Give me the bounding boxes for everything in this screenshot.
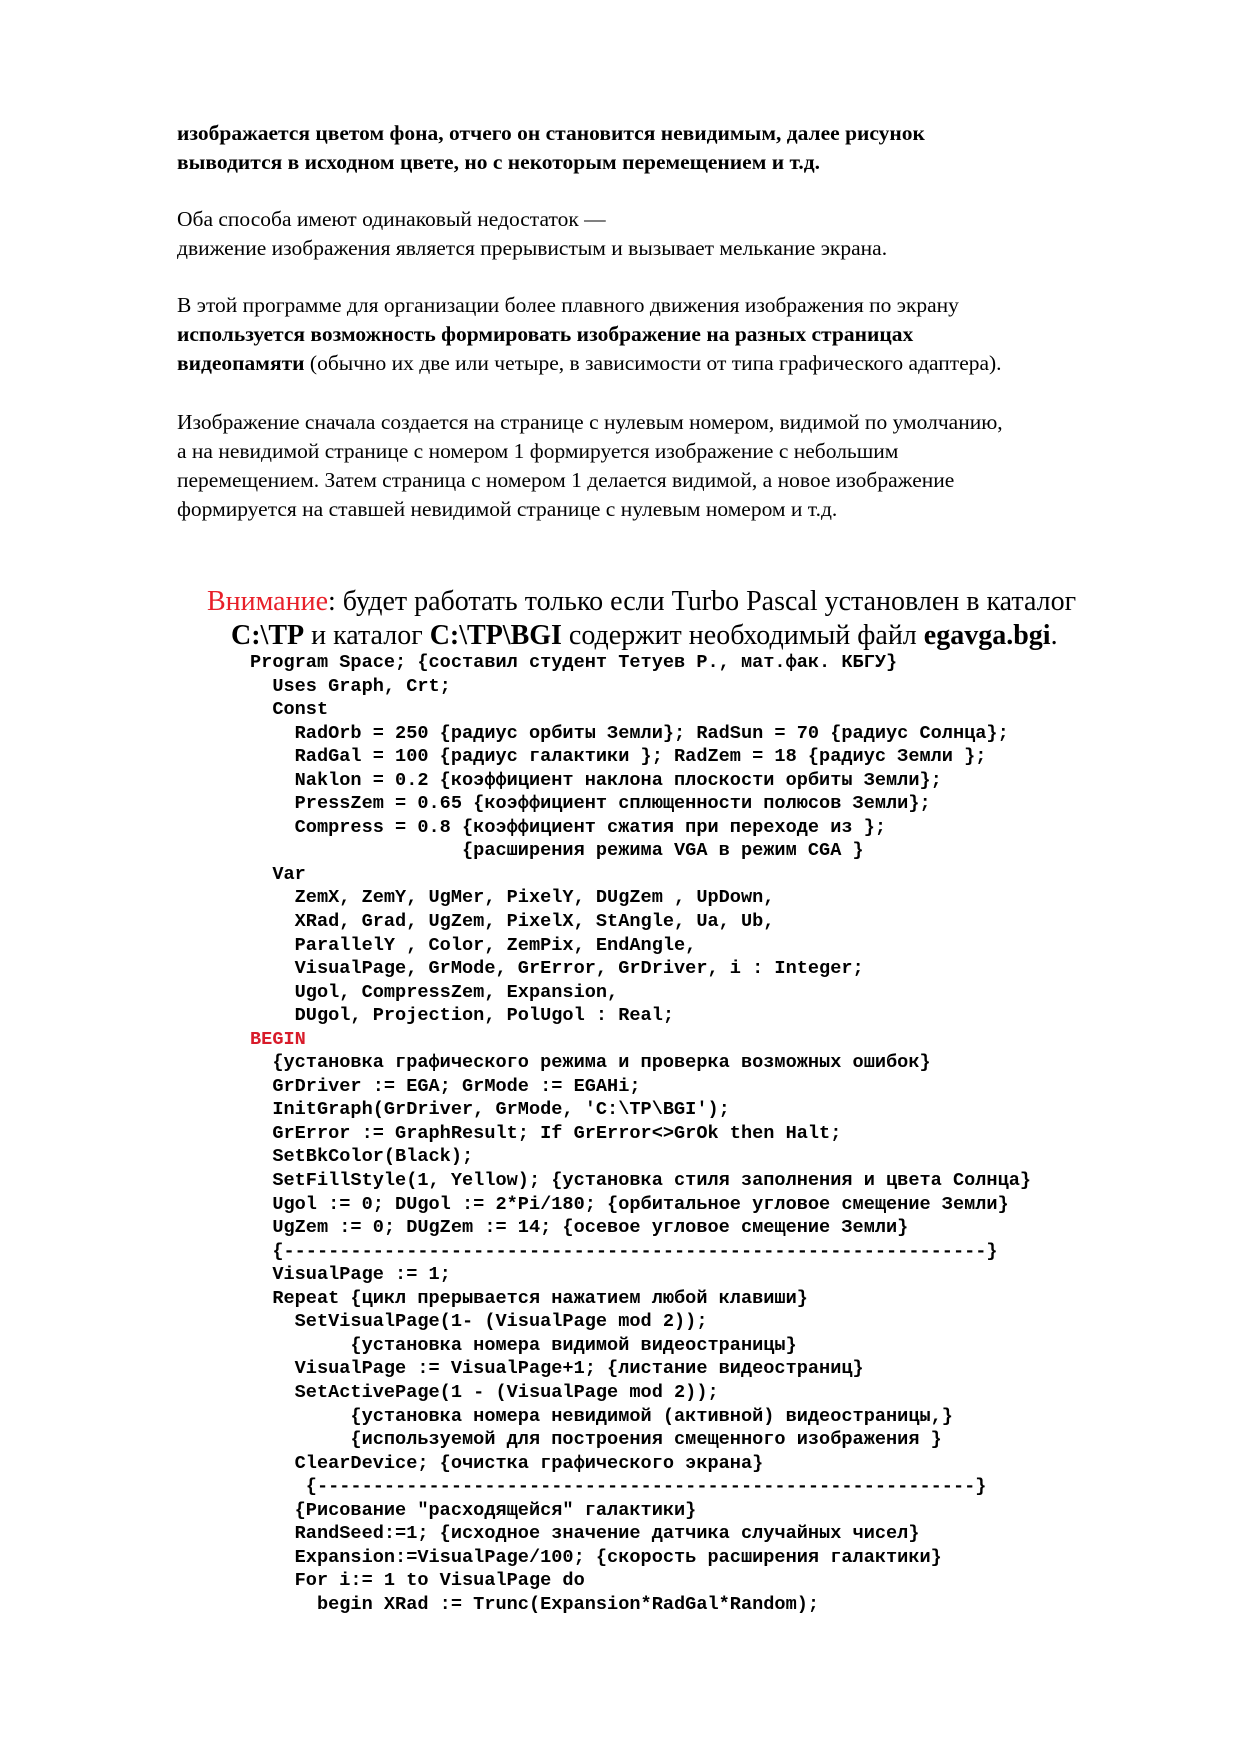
p3-bold-line-3: видеопамяти <box>177 351 305 375</box>
code-line: Ugol := 0; DUgol := 2*Pi/180; {орбитальное угловое смещение Земли} <box>250 1193 1009 1215</box>
code-line: XRad, Grad, UgZem, PixelX, StAngle, Ua, Ub, <box>250 911 775 933</box>
p4-line-2: а на невидимой странице с номером 1 формируется изображение с небольшим <box>177 439 899 463</box>
code-line: Naklon = 0.2 {коэффициент наклона плоскости орбиты Земли}; <box>250 769 942 791</box>
code-listing <box>250 651 1031 1616</box>
code-line: Program Space; {составил студент Тетуев Р., мат.фак. КБГУ} <box>250 652 898 673</box>
paragraph-2 <box>177 205 1157 263</box>
code-line: Var <box>250 863 306 885</box>
p4-line-3: перемещением. Затем страница с номером 1 делается видимой, а новое изображение <box>177 468 955 492</box>
code-line: begin XRad := Trunc(Expansion*RadGal*Random); <box>250 1593 820 1615</box>
code-line: SetVisualPage(1- (VisualPage mod 2)); <box>250 1311 708 1333</box>
code-line: InitGraph(GrDriver, GrMode, 'C:\TP\BGI'); <box>250 1099 730 1121</box>
warning-line-2 <box>207 619 1076 653</box>
p4-line-1: Изображение сначала создается на странице с нулевым номером, видимой по умолчанию, <box>177 410 1003 434</box>
p1-bold-line-2: выводится в исходном цвете, но с некоторым перемещением и т.д. <box>177 150 821 174</box>
p4-line-4: формируется на ставшей невидимой странице с нулевым номером и т.д. <box>177 497 838 521</box>
paragraph-1 <box>177 119 1157 177</box>
p1-bold-line-1: изображается цветом фона, отчего он становится невидимым, далее рисунок <box>177 121 925 145</box>
code-line: For i:= 1 to VisualPage do <box>250 1570 585 1592</box>
code-line: ParallelY , Color, ZemPix, EndAngle, <box>250 934 697 956</box>
warning-path-1: C:\TP <box>231 620 305 651</box>
p2-line-1: Оба способа имеют одинаковый недостаток — <box>177 207 606 231</box>
paragraph-4 <box>177 408 1157 524</box>
warning-note <box>207 585 1076 653</box>
code-line: RadOrb = 250 {радиус орбиты Земли}; RadSun = 70 {радиус Солнца}; <box>250 722 1009 744</box>
code-line: RandSeed:=1; {исходное значение датчика случайных чисел} <box>250 1523 920 1545</box>
code-line: ClearDevice; {очистка графического экрана} <box>250 1452 764 1474</box>
warning-path-2: C:\TP\BGI <box>429 620 562 651</box>
code-line: {установка номера видимой видеостраницы} <box>250 1334 797 1356</box>
p3-bold-line-2: используется возможность формировать изображение на разных страницах <box>177 322 914 346</box>
paragraph-3 <box>177 291 1157 378</box>
code-line: RadGal = 100 {радиус галактики }; RadZem = 18 {радиус Земли }; <box>250 746 987 768</box>
warning-text-1: : будет работать только если Turbo Pascal установлен в каталог <box>328 586 1077 617</box>
code-line: SetFillStyle(1, Yellow); {установка стиля заполнения и цвета Солнца} <box>250 1170 1032 1192</box>
code-line: {расширения режима VGA в режим CGA } <box>250 840 864 862</box>
code-line: Const <box>250 699 329 721</box>
code-line: Compress = 0.8 {коэффициент сжатия при переходе из }; <box>250 816 887 838</box>
code-line: SetActivePage(1 - (VisualPage mod 2)); <box>250 1381 719 1403</box>
warning-text-3: содержит необходимый файл <box>561 620 924 651</box>
code-line: DUgol, Projection, PolUgol : Real; <box>250 1005 675 1027</box>
code-line: PressZem = 0.65 {коэффициент сплющенности полюсов Земли}; <box>250 793 931 815</box>
warning-line-1 <box>207 585 1076 619</box>
code-line: Ugol, CompressZem, Expansion, <box>250 981 619 1003</box>
p3-line-1: В этой программе для организации более плавного движения изображения по экрану <box>177 293 959 317</box>
code-line: VisualPage := VisualPage+1; {листание видеостраниц} <box>250 1358 864 1380</box>
code-line: SetBkColor(Black); <box>250 1146 474 1168</box>
code-line: VisualPage, GrMode, GrError, GrDriver, i : Integer; <box>250 958 864 980</box>
code-line: VisualPage := 1; <box>250 1264 451 1286</box>
warning-text-4: . <box>1050 620 1058 651</box>
code-line: {-----------------------------------------------------------} <box>250 1476 987 1498</box>
code-line: GrError := GraphResult; If GrError<>GrOk then Halt; <box>250 1122 842 1144</box>
code-line: UgZem := 0; DUgZem := 14; {осевое угловое смещение Земли} <box>250 1217 909 1239</box>
code-line: {установка графического режима и проверка возможных ошибок} <box>250 1052 931 1074</box>
code-line: Expansion:=VisualPage/100; {скорость расширения галактики} <box>250 1546 942 1568</box>
warning-file: egavga.bgi <box>923 620 1051 651</box>
warning-text-2: и каталог <box>304 620 430 651</box>
warning-label: Внимание <box>207 586 328 617</box>
code-line: {используемой для построения смещенного изображения } <box>250 1429 942 1451</box>
code-line: BEGIN <box>250 1028 306 1050</box>
code-line: {установка номера невидимой (активной) видеостраницы,} <box>250 1405 953 1427</box>
code-line: ZemX, ZemY, UgMer, PixelY, DUgZem , UpDown, <box>250 887 775 909</box>
code-line: Uses Graph, Crt; <box>250 675 451 697</box>
code-line: {Рисование "расходящейся" галактики} <box>250 1499 697 1521</box>
code-line: {---------------------------------------------------------------} <box>250 1240 998 1262</box>
code-line: GrDriver := EGA; GrMode := EGAHi; <box>250 1075 641 1097</box>
p3-line-3-rest: (обычно их две или четыре, в зависимости от типа графического адаптера). <box>304 351 1002 375</box>
p2-line-2: движение изображения является прерывистым и вызывает мелькание экрана. <box>177 236 888 260</box>
code-line: Repeat {цикл прерывается нажатием любой клавиши} <box>250 1287 808 1309</box>
